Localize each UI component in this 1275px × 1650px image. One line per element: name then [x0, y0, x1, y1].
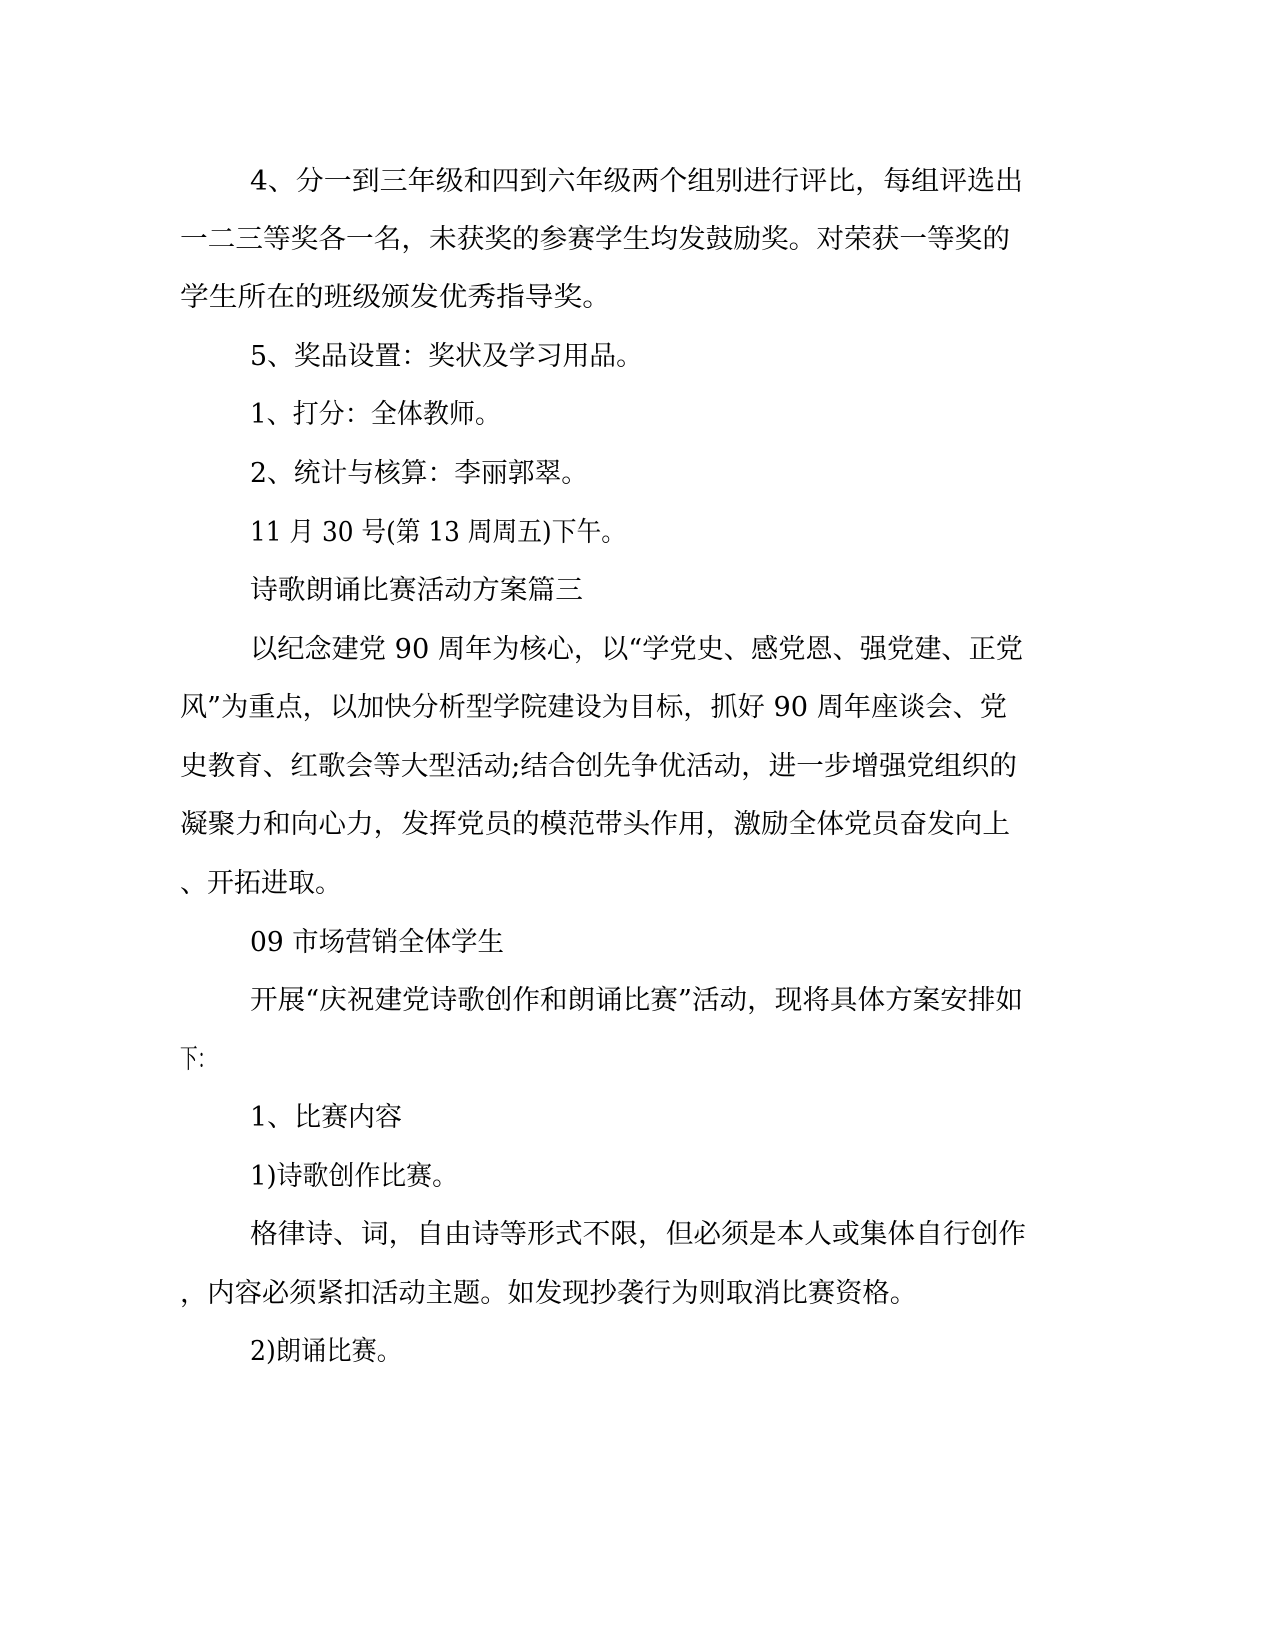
paragraph-line: 4、分一到三年级和四到六年级两个组别进行评比，每组评选出	[250, 166, 1023, 197]
paragraph-line: 学生所在的班级颁发优秀指导奖。	[180, 282, 611, 313]
paragraph-line: 1、比赛内容	[250, 1102, 402, 1133]
paragraph-line: 、开拓进取。	[180, 868, 342, 899]
paragraph-line: 2)朗诵比赛。	[250, 1336, 402, 1367]
paragraph-line: 史教育、红歌会等大型活动;结合创先争优活动，进一步增强党组织的	[180, 751, 1017, 782]
paragraph-line: 以纪念建党 90 周年为核心，以“学党史、感党恩、强党建、正党	[250, 634, 1023, 665]
paragraph-line: 1、打分：全体教师。	[250, 399, 501, 430]
paragraph-line: 1)诗歌创作比赛。	[250, 1161, 458, 1192]
paragraph-line: 格律诗、词，自由诗等形式不限，但必须是本人或集体自行创作	[250, 1219, 1026, 1250]
paragraph-line: 11 月 30 号(第 13 周周五)下午。	[250, 517, 626, 548]
paragraph-line: ，内容必须紧扣活动主题。如发现抄袭行为则取消比赛资格。	[180, 1278, 917, 1309]
paragraph-line: 凝聚力和向心力，发挥党员的模范带头作用，激励全体党员奋发向上	[180, 809, 1010, 840]
paragraph-line: 开展“庆祝建党诗歌创作和朗诵比赛”活动，现将具体方案安排如	[250, 985, 1024, 1016]
paragraph-line: 2、统计与核算：李丽郭翠。	[250, 458, 588, 489]
paragraph-line: 下：	[180, 1044, 215, 1075]
paragraph-line: 风”为重点，以加快分析型学院建设为目标，抓好 90 周年座谈会、党	[180, 692, 1008, 723]
section-heading: 诗歌朗诵比赛活动方案篇三	[250, 575, 583, 606]
paragraph-line: 5、奖品设置：奖状及学习用品。	[250, 341, 643, 372]
paragraph-line: 一二三等奖各一名，未获奖的参赛学生均发鼓励奖。对荣获一等奖的	[180, 224, 1010, 255]
paragraph-line: 09 市场营销全体学生	[250, 927, 504, 958]
